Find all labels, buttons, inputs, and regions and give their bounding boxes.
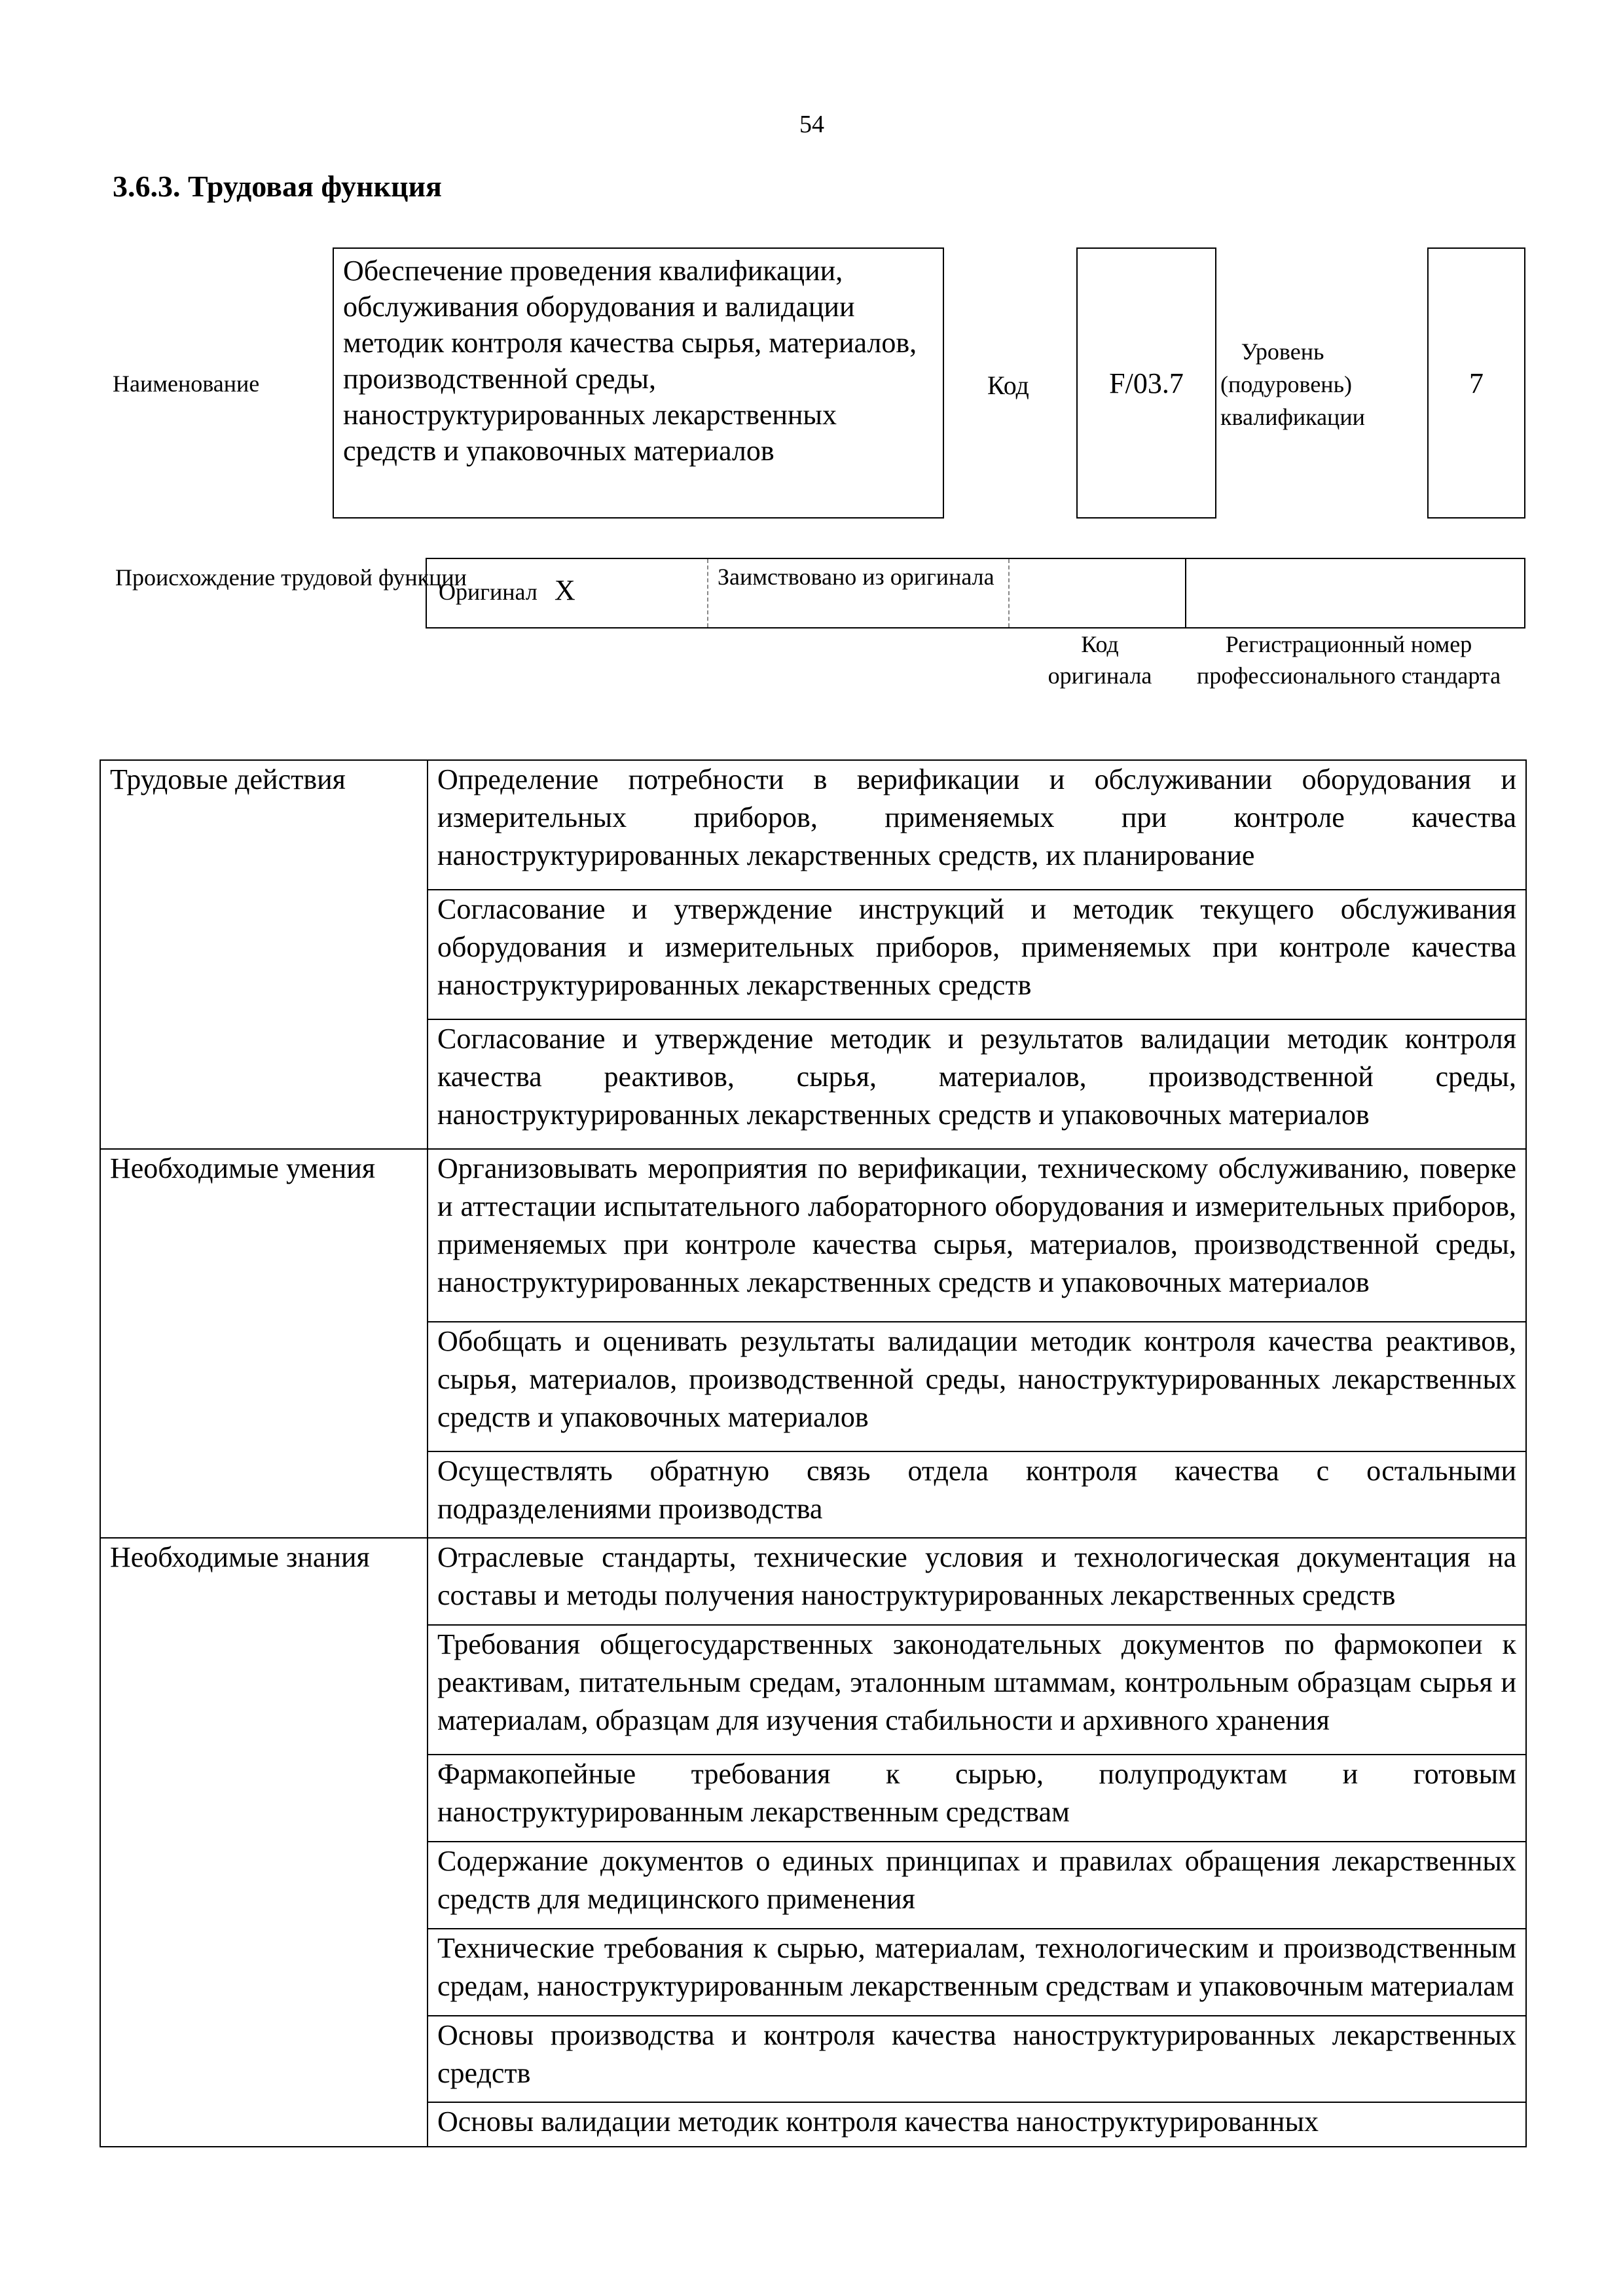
origin-label: Происхождение трудовой функции <box>115 564 467 591</box>
code-value-box <box>1076 247 1216 519</box>
reg-caption: Регистрационный номер профессионального стандарта <box>1196 631 1501 689</box>
origin-original-cell <box>427 559 708 627</box>
borrowed-label: Заимствовано из оригинала <box>708 559 1010 627</box>
function-details-table <box>100 759 1527 2147</box>
table-cell: Осуществлять обратную связь отдела контроля качества с остальными подразделениями производства <box>428 1451 1526 1539</box>
category-cell: Необходимые умения <box>100 1149 428 1538</box>
table-cell: Фармакопейные требования к сырью, полупродуктам и готовым наноструктурированным лекарственным средствам <box>428 1755 1526 1842</box>
level-label: Уровень (подуровень) квалификации <box>1220 338 1365 430</box>
table-cell: Отраслевые стандарты, технические условия и технологическая документация на составы и методы получения наноструктурированных лекарственных средств <box>428 1538 1526 1625</box>
table-cell: Согласование и утверждение методик и результатов валидации методик контроля качества реактивов, сырья, материалов, производственной среды, наноструктурированных лекарственных средств и упаковочных материалов <box>428 1019 1526 1149</box>
name-label: Наименование <box>113 371 260 397</box>
origin-code-cell <box>1010 559 1186 627</box>
table-cell: Основы производства и контроля качества наноструктурированных лекарственных средств <box>428 2016 1526 2103</box>
table-cell: Содержание документов о единых принципах и правилах обращения лекарственных средств для медицинского применения <box>428 1842 1526 1929</box>
original-label: Оригинал <box>439 579 538 605</box>
table-cell: Требования общегосударственных законодательных документов по фармокопеи к реактивам, питательным средам, эталонным штаммам, контрольным образцам сырья и материалам, образцам для изучения стабильности и архивного хранения <box>428 1625 1526 1755</box>
code-value: F/03.7 <box>1109 367 1184 399</box>
table-row <box>100 1538 1526 1625</box>
code-label: Код <box>987 371 1029 400</box>
table-cell: Определение потребности в верификации и обслуживании оборудования и измерительных приборов, применяемых при контроле качества наноструктурированных лекарственных средств, их планирование <box>428 760 1526 890</box>
origin-row <box>426 558 1525 629</box>
category-cell: Необходимые знания <box>100 1538 428 2147</box>
level-value: 7 <box>1469 367 1484 399</box>
table-cell: Организовывать мероприятия по верификации, техническому обслуживанию, поверке и аттестации испытательного лабораторного оборудования и измерительных приборов, применяемых при контроле качества сырья, материалов, производственной среды, наноструктурированных лекарственных средств и упаковочных материалов <box>428 1149 1526 1321</box>
table-cell: Технические требования к сырью, материалам, технологическим и производственным средам, наноструктурированным лекарственным средствам и упаковочным материалам <box>428 1929 1526 2016</box>
section-title: 3.6.3. Трудовая функция <box>113 170 442 203</box>
table-row <box>100 760 1526 890</box>
origin-reg-cell <box>1186 559 1527 627</box>
category-cell: Трудовые действия <box>100 760 428 1149</box>
table-row <box>100 1149 1526 1321</box>
table-cell: Основы валидации методик контроля качества наноструктурированных <box>428 2102 1526 2147</box>
table-cell: Обобщать и оценивать результаты валидации методик контроля качества реактивов, сырья, материалов, производственной среды, наноструктурированных лекарственных средств и упаковочных материалов <box>428 1322 1526 1451</box>
level-value-box <box>1427 247 1525 519</box>
page-number: 54 <box>799 111 824 138</box>
code-caption: Код оригинала <box>1048 631 1152 689</box>
original-mark: X <box>554 574 575 606</box>
table-cell: Согласование и утверждение инструкций и методик текущего обслуживания оборудования и измерительных приборов, применяемых при контроле качества наноструктурированных лекарственных средств <box>428 890 1526 1019</box>
function-name-box: Обеспечение проведения квалификации, обслуживания оборудования и валидации методик контроля качества сырья, материалов, производственной среды, наноструктурированных лекарственных средств и упаковочных материалов <box>333 247 944 519</box>
